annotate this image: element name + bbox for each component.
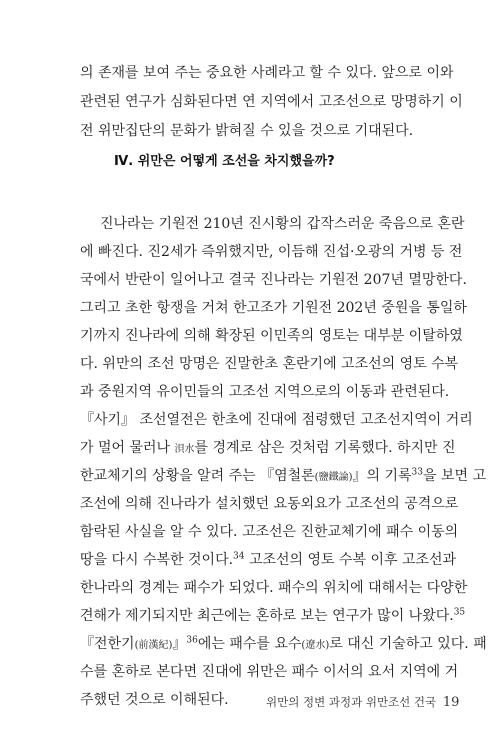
body-line-14: 한나라의 경계는 패수가 되었다. 패수의 위치에 대해서는 다양한 bbox=[80, 580, 468, 596]
body-line-7: 과 중원지역 유이민들의 고조선 지역으로의 이동과 관련된다. bbox=[80, 384, 450, 400]
intro-line-1: 의 존재를 보여 주는 중요한 사례라고 할 수 있다. 앞으로 이와 bbox=[80, 65, 454, 81]
body-line-15 bbox=[80, 606, 466, 626]
body-line-12: 함락된 사실을 알 수 있다. 고조선은 진한교체기에 패수 이동의 bbox=[80, 524, 459, 540]
text-run: 견해가 제기되지만 최근에는 혼하로 보는 연구가 많이 나왔다. bbox=[80, 608, 454, 624]
body-line-3: 국에서 반란이 일어나고 결국 진나라는 기원전 207년 멸망한다. bbox=[80, 272, 467, 288]
footnote-ref-33: 33 bbox=[411, 467, 423, 478]
intro-line-2: 관련된 연구가 심화된다면 연 지역에서 고조선으로 망명하기 이 bbox=[80, 94, 463, 110]
intro-line-3: 전 위만집단의 문화가 밝혀질 수 있을 것으로 기대된다. bbox=[80, 123, 414, 139]
body-line-2: 에 빠진다. 진2세가 즉위했지만, 이듬해 진섭·오광의 거병 등 전 bbox=[80, 244, 463, 260]
body-line-1: 진나라는 기원전 210년 진시황의 갑작스러운 죽음으로 혼란 bbox=[100, 216, 465, 232]
text-run: 가 멀어 물러나 bbox=[80, 440, 175, 456]
footnote-ref-36: 36 bbox=[186, 635, 198, 646]
footnote-ref-34: 34 bbox=[233, 551, 245, 562]
body-line-4: 그리고 초한 항쟁을 거쳐 한고조가 기원전 202년 중원을 통일하 bbox=[80, 300, 467, 316]
section-heading: Ⅳ. 위만은 어떻게 조선을 차지했을까? bbox=[114, 154, 335, 169]
body-line-8: 『사기』 조선열전은 한초에 진대에 점령했던 고조선지역이 거리 bbox=[80, 412, 473, 428]
text-run: 』의 기록 bbox=[352, 468, 412, 484]
hanja-run: 浿水 bbox=[174, 444, 195, 455]
hanja-run: (鹽鐵論) bbox=[314, 472, 353, 483]
body-line-6: 다. 위만의 조선 망명은 진말한초 혼란기에 고조선의 영토 수복 bbox=[80, 356, 459, 372]
footnote-ref-35: 35 bbox=[453, 607, 466, 618]
body-line-13 bbox=[80, 550, 457, 570]
body-line-9 bbox=[80, 438, 456, 460]
text-run: 에는 패수를 요수 bbox=[197, 636, 302, 652]
body-line-10 bbox=[80, 466, 486, 488]
body-line-11: 조선에 의해 진나라가 설치했던 요동외요가 고조선의 공격으로 bbox=[80, 496, 459, 512]
text-run: 을 보면 고 bbox=[422, 468, 486, 484]
text-run: 땅을 다시 수복한 것이다. bbox=[80, 552, 234, 568]
text-run: 『전한기 bbox=[80, 636, 135, 652]
body-line-5: 기까지 진나라에 의해 확장된 이민족의 영토는 대부분 이탈하였 bbox=[80, 328, 463, 344]
text-run: 를 경계로 삼은 것처럼 기록했다. 하지만 진 bbox=[194, 440, 456, 456]
body-line-17: 수를 혼하로 본다면 진대에 위만은 패수 이서의 요서 지역에 거 bbox=[80, 664, 459, 680]
running-footer bbox=[266, 694, 459, 711]
footer-title: 위만의 정변 과정과 위만조선 건국 bbox=[266, 695, 437, 709]
hanja-run: (前漢紀) bbox=[134, 640, 173, 651]
page-number: 19 bbox=[442, 695, 460, 710]
body-line-18: 주했던 것으로 이해된다. bbox=[80, 692, 229, 708]
body-line-16 bbox=[80, 634, 487, 656]
text-run: 고조선의 영토 수복 이후 고조선과 bbox=[244, 552, 457, 568]
text-run: 로 대신 기술하고 있다. 패 bbox=[329, 636, 487, 652]
hanja-run: (遼水) bbox=[301, 640, 330, 651]
text-run: 』 bbox=[172, 636, 187, 652]
text-run: 한교체기의 상황을 알려 주는 『염철론 bbox=[80, 468, 315, 484]
